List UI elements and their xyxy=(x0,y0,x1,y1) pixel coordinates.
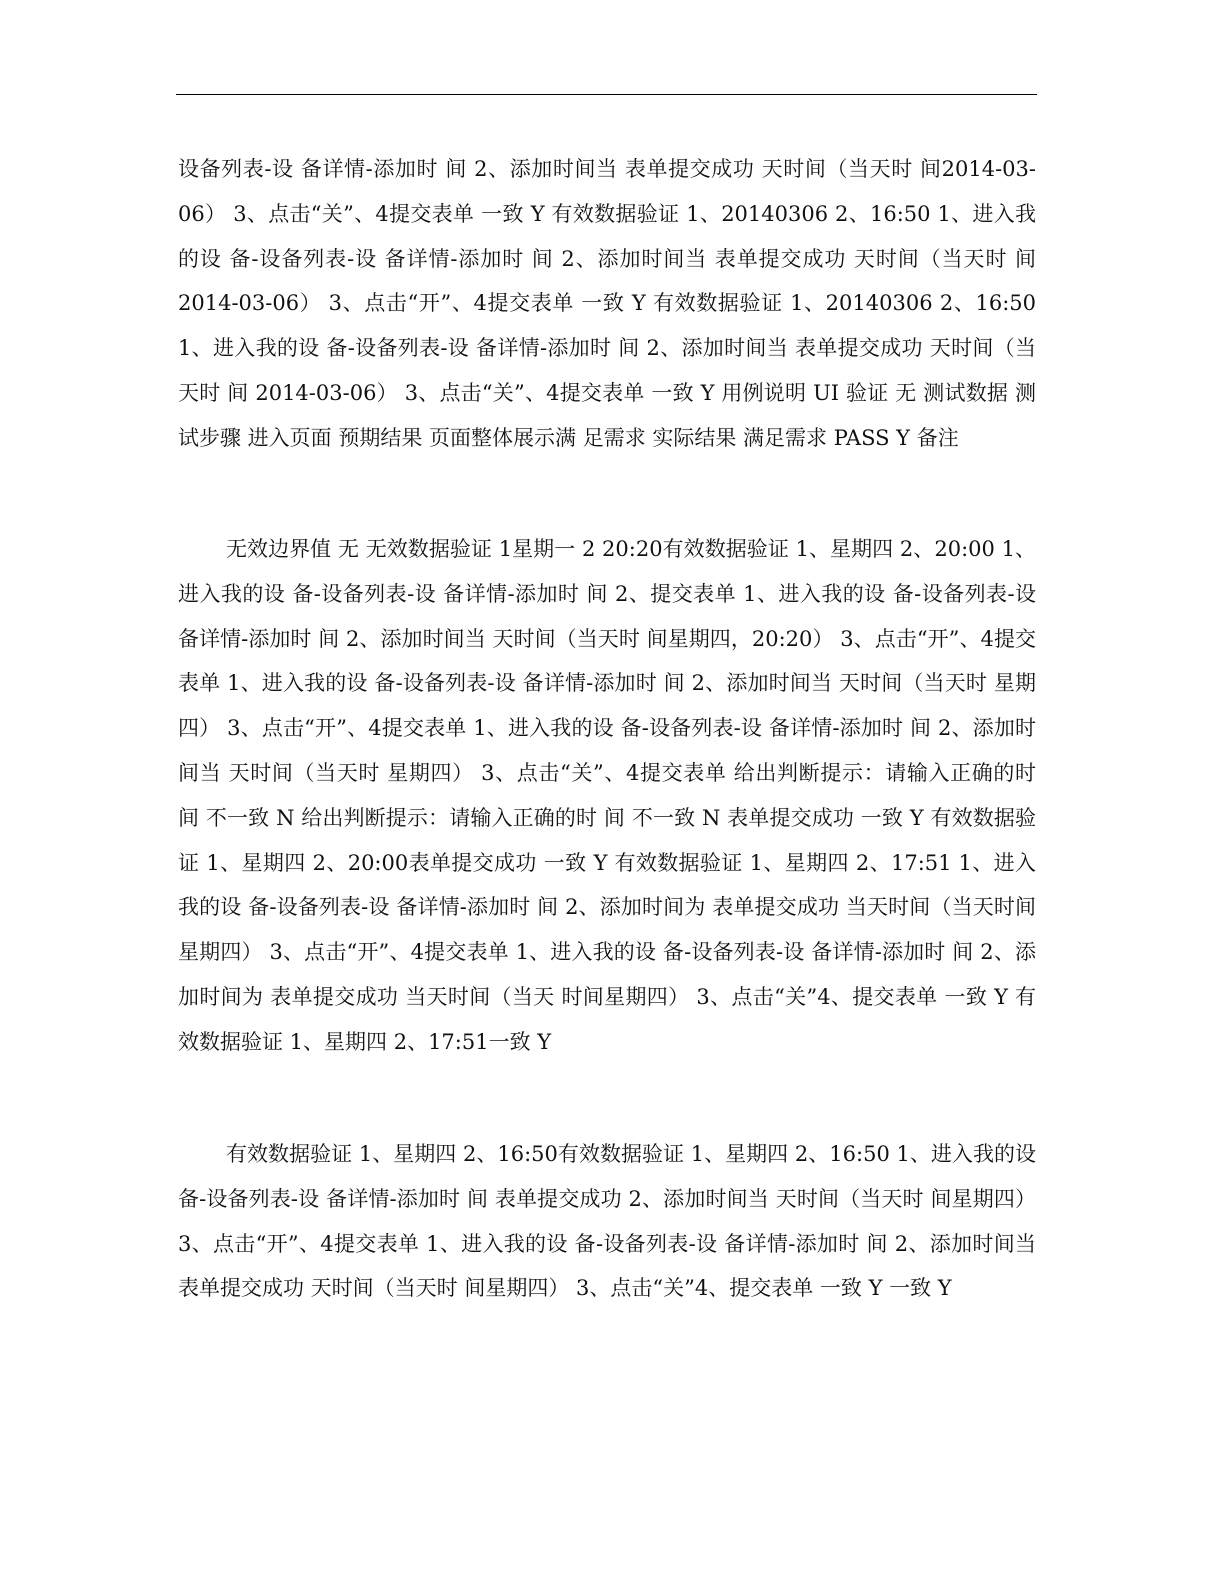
paragraph-3: 有效数据验证 1、星期四 2、16:50有效数据验证 1、星期四 2、16:50 1、进入我的设 备-设备列表-设 备详情-添加时 间 表单提交成功 2、添加时间当 天时间（当天时 间星期四） 3、点击“开”、4提交表单 1、进入我的设 备-设备列表-设 备详情-添加时 间 2、添加时间当 表单提交成功 天时间（当天时 间星期四） 3、点击“关”4、提交表单 一致 Y 一致 Y xyxy=(178,1142,1036,1301)
paragraph-2: 无效边界值 无 无效数据验证 1星期一 2 20:20有效数据验证 1、星期四 2、20:00 1、进入我的设 备-设备列表-设 备详情-添加时 间 2、提交表单 1、进入我的设 备-设备列表-设 备详情-添加时 间 2、添加时间当 天时间（当天时 间星期四，20:20） 3、点击“开”、4提交表单 1、进入我的设 备-设备列表-设 备详情-添加时 间 2、添加时间当 天时间（当天时 星期四） 3、点击“开”、4提交表单 1、进入我的设 备-设备列表-设 备详情-添加时 间 2、添加时间当 天时间（当天时 星期四） 3、点击“关”、4提交表单 给出判断提示：请输入正确的时 间 不一致 N 给出判断提示：请输入正确的时 间 不一致 N 表单提交成功 一致 Y 有效数据验证 1、星期四 2、20:00表单提交成功 一致 Y 有效数据验证 1、星期四 2、17:51 1、进入我的设 备-设备列表-设 备详情-添加时 间 2、添加时间为 表单提交成功 当天时间（当天时间星期四） 3、点击“开”、4提交表单 1、进入我的设 备-设备列表-设 备详情-添加时 间 2、添加时间为 表单提交成功 当天时间（当天 时间星期四） 3、点击“关”4、提交表单 一致 Y 有效数据验证 1、星期四 2、17:51一致 Y xyxy=(178,537,1036,1054)
header-rule xyxy=(176,94,1037,95)
paragraph-1: 设备列表-设 备详情-添加时 间 2、添加时间当 表单提交成功 天时间（当天时 间2014-03-06） 3、点击“关”、4提交表单 一致 Y 有效数据验证 1、20140306 2、16:50 1、进入我的设 备-设备列表-设 备详情-添加时 间 2、添加时间当 表单提交成功 天时间（当天时 间 2014-03-06） 3、点击“开”、4提交表单 一致 Y 有效数据验证 1、20140306 2、16:50 1、进入我的设 备-设备列表-设 备详情-添加时 间 2、添加时间当 表单提交成功 天时间（当天时 间 2014-03-06） 3、点击“关”、4提交表单 一致 Y 用例说明 UI 验证 无 测试数据 测试步骤 进入页面 预期结果 页面整体展示满 足需求 实际结果 满足需求 PASS Y 备注 xyxy=(178,157,1036,450)
